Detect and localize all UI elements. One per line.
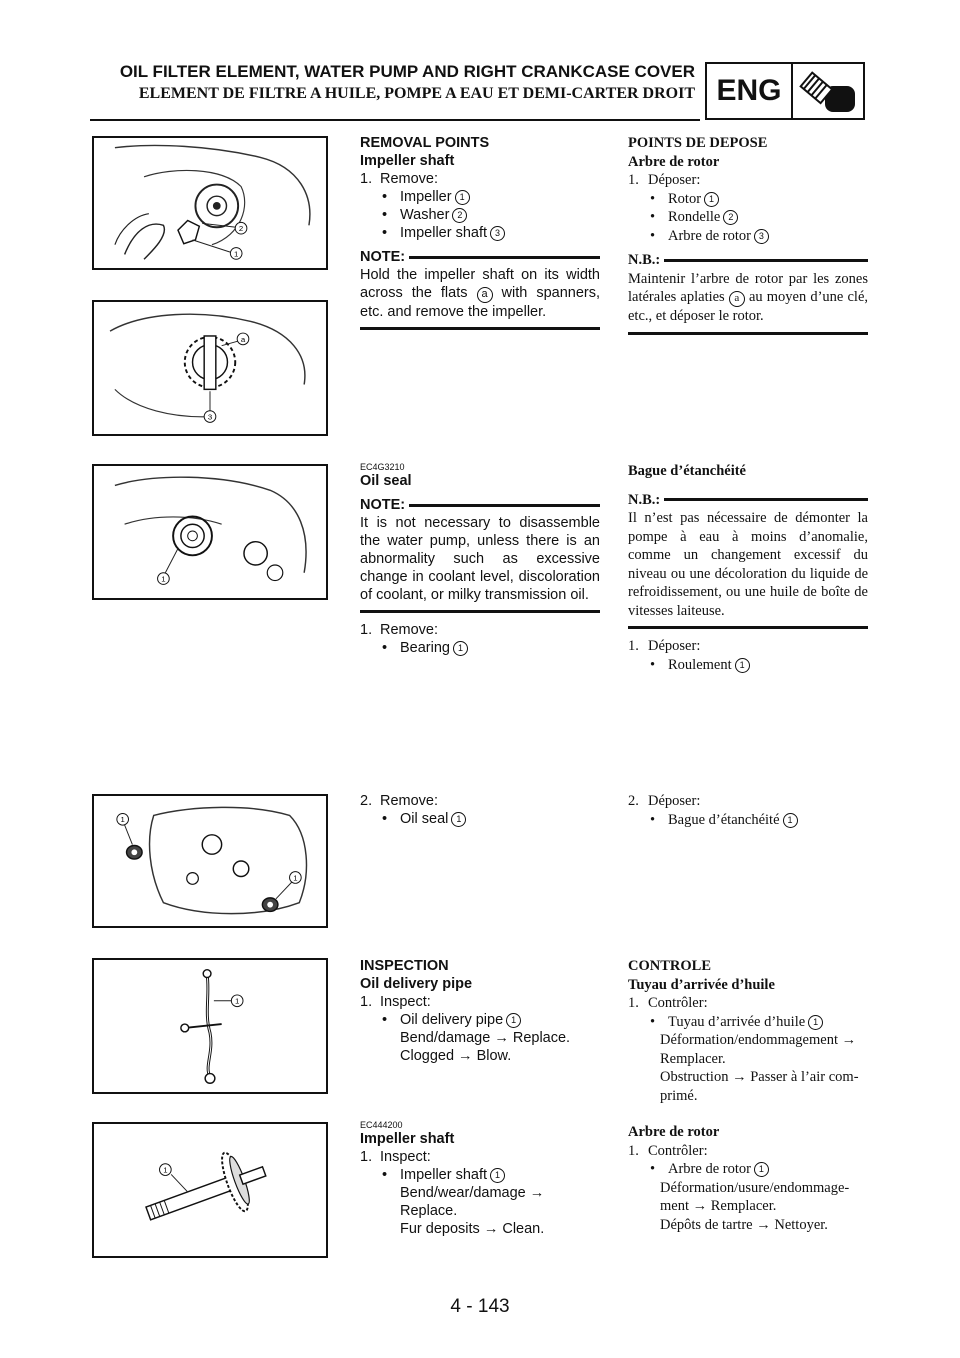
result-line: Replace.: [400, 1203, 458, 1219]
step-label: Déposer:: [648, 793, 701, 809]
step-num: 2.: [628, 793, 639, 809]
step-num: 1.: [628, 638, 639, 654]
callout-1b: 1: [293, 873, 298, 883]
bullet: •: [650, 1161, 656, 1177]
step-label: Inspect:: [380, 1149, 431, 1165]
note-end-rule: [628, 626, 868, 629]
bearing-illustration: [94, 466, 326, 598]
oil-seal-illustration: [94, 796, 326, 926]
bullet: •: [650, 1013, 656, 1030]
step-label: Inspect:: [380, 994, 431, 1010]
item-text: Oil seal: [400, 811, 449, 827]
note-end-rule: [360, 610, 600, 613]
s5-en-sub: Impeller shaft: [360, 1131, 455, 1147]
bullet: •: [382, 1167, 388, 1183]
impeller-illustration: [94, 138, 326, 268]
callout-mark: 1: [451, 812, 466, 827]
callout-3: 3: [207, 412, 213, 422]
callout-mark: 1: [754, 1162, 769, 1177]
note-header: [628, 251, 868, 270]
callout-mark: 1: [455, 190, 470, 205]
s1-en-heading: REMOVAL POINTS: [360, 135, 490, 151]
s4-fr-heading: CONTROLE: [628, 958, 711, 974]
step-label: Remove:: [380, 793, 439, 809]
section-badge: [705, 62, 865, 120]
note-label: NOTE:: [360, 497, 406, 513]
s5-fr-sub: Arbre de rotor: [628, 1124, 720, 1140]
figure-bearing: [92, 464, 328, 600]
note-header: [360, 248, 600, 266]
step-num: 1.: [360, 1149, 373, 1165]
bullet: •: [382, 225, 388, 241]
note-label: N.B.:: [628, 252, 661, 268]
callout-1: 1: [163, 1165, 168, 1175]
item-text: Bearing: [400, 640, 450, 656]
result-line: Remplacer.: [660, 1050, 726, 1067]
callout-mark: 2: [452, 208, 467, 223]
note-text-b: with spanners, etc. and remove the impeller.: [360, 285, 600, 320]
figure-oil-seal: [92, 794, 328, 928]
figure-oil-delivery-pipe: [92, 958, 328, 1094]
note-label: N.B.:: [628, 491, 661, 508]
bullet: •: [382, 811, 388, 827]
step-label: Remove:: [380, 171, 439, 187]
s1-en-note: [360, 266, 600, 321]
note-end-rule: [360, 327, 600, 330]
step-label: Contrôler:: [648, 995, 708, 1011]
callout-mark: 3: [490, 226, 505, 241]
result-line: Bend/wear/damage →: [400, 1185, 545, 1201]
item-text: Arbre de rotor: [668, 227, 751, 244]
bullet: •: [382, 207, 388, 223]
item-text: Impeller: [400, 189, 452, 205]
s1-fr-heading: POINTS DE DEPOSE: [628, 135, 768, 151]
item-text: Arbre de rotor: [668, 1161, 751, 1177]
callout-mark: 1: [453, 641, 468, 656]
step-num: 1.: [360, 622, 373, 638]
s1-en: [360, 134, 600, 330]
badge-label: ENG: [707, 64, 793, 118]
header-title-fr: ELEMENT DE FILTRE A HUILE, POMPE A EAU ET DEMI-CARTER DROIT: [138, 85, 695, 102]
s5-fr: [628, 1123, 868, 1234]
s2-fr-heading: Bague d’étanchéité: [628, 463, 746, 479]
result-line: ment → Remplacer.: [660, 1198, 777, 1214]
item-text: Rondelle: [668, 209, 721, 225]
section-code: EC4G3210: [360, 462, 405, 472]
item-text: Impeller shaft: [400, 225, 488, 241]
result-line: Déformation/endommagement →: [660, 1032, 857, 1048]
item-text: Washer: [400, 207, 450, 223]
item-text: Roulement: [668, 656, 732, 673]
figure-impeller-removal: [92, 136, 328, 270]
step-num: 1.: [628, 172, 639, 188]
callout-1: 1: [120, 815, 125, 825]
callout-1: 1: [234, 249, 239, 259]
callout-mark: 2: [723, 210, 738, 225]
bullet: •: [382, 640, 388, 656]
s4-en-sub: Oil delivery pipe: [360, 976, 473, 992]
note-label: NOTE:: [360, 249, 406, 265]
note-header: [628, 491, 868, 510]
page-number: 4 - 143: [450, 1296, 510, 1317]
step-num: 1.: [628, 995, 639, 1011]
figure-impeller-shaft-inspect: [92, 1122, 328, 1258]
s1-fr-sub: Arbre de rotor: [628, 153, 720, 170]
callout-mark: 1: [704, 192, 719, 207]
s1-fr-note: [628, 270, 868, 326]
s1-fr: [628, 134, 868, 335]
result-line: Obstruction → Passer à l’air com-: [660, 1069, 859, 1085]
step-num: 2.: [360, 793, 373, 809]
s1-en-sub: Impeller shaft: [360, 153, 455, 169]
item-text: Rotor: [668, 190, 702, 207]
bullet: •: [650, 209, 656, 225]
step-label: Déposer:: [648, 172, 701, 188]
step-label: Remove:: [380, 622, 439, 638]
s3-en: [360, 792, 600, 828]
bullet: •: [650, 811, 656, 828]
callout-mark: 1: [783, 813, 798, 828]
result-line: primé.: [660, 1087, 698, 1104]
impeller-shaft-gear-illustration: [94, 1124, 326, 1256]
callout-mark-a: a: [477, 287, 493, 303]
item-text: Oil delivery pipe: [400, 1012, 504, 1028]
callout-1: 1: [235, 996, 240, 1006]
callout-mark: 1: [506, 1013, 521, 1028]
bullet: •: [650, 656, 656, 673]
s2-fr: [628, 462, 868, 674]
bullet: •: [382, 189, 388, 205]
callout-mark: 3: [754, 229, 769, 244]
result-line: Clogged → Blow.: [400, 1048, 512, 1064]
callout-1: 1: [161, 574, 166, 584]
step-num: 1.: [360, 994, 373, 1010]
figure-impeller-shaft-flats: [92, 300, 328, 436]
step-label: Contrôler:: [648, 1142, 708, 1159]
oil-delivery-pipe-illustration: [94, 960, 326, 1092]
header-title-en: OIL FILTER ELEMENT, WATER PUMP AND RIGHT CRANKCASE COVER: [119, 62, 695, 81]
step-label: Déposer:: [648, 638, 701, 654]
note-end-rule: [628, 332, 868, 335]
s2-en-heading: Oil seal: [360, 473, 412, 489]
section-code: EC444200: [360, 1120, 403, 1130]
result-line: Fur deposits → Clean.: [400, 1221, 545, 1237]
wrench-icon: [793, 66, 863, 118]
result-line: Bend/damage → Replace.: [400, 1030, 571, 1046]
note-rule: [409, 504, 600, 507]
bullet: •: [382, 1012, 388, 1028]
note-text-b: au moyen d’une clé, etc., et déposer le rotor.: [628, 289, 869, 324]
callout-2: 2: [238, 224, 244, 234]
s3-fr: [628, 792, 868, 829]
s4-en: [360, 957, 600, 1065]
note-header: [360, 496, 600, 514]
note-rule: [664, 498, 868, 501]
s2-fr-note: Il n’est pas nécessaire de démonter la pompe à eau à moins d’anomalie, comme un changement excessif du niveau ou une décoloration du liquide de refroidissement, ou une huile de boîte de vitesses laiteuse.: [628, 510, 868, 619]
step-num: 1.: [628, 1142, 639, 1159]
note-text-a: Hold the impeller shaft on its width across the flats: [360, 267, 600, 301]
callout-a: a: [240, 334, 246, 344]
item-text: Bague d’étanchéité: [668, 811, 780, 828]
callout-mark: 1: [735, 658, 750, 673]
bullet: •: [650, 227, 656, 244]
note-rule: [409, 256, 600, 259]
step-num: 1.: [360, 171, 373, 187]
bullet: •: [650, 190, 656, 207]
result-line: Déformation/usure/endommage-: [660, 1179, 850, 1196]
callout-mark-a: a: [729, 291, 745, 307]
s5-en: [360, 1120, 600, 1238]
callout-mark: 1: [808, 1015, 823, 1030]
result-line: Dépôts de tartre → Nettoyer.: [660, 1216, 828, 1233]
item-text: Impeller shaft: [400, 1167, 488, 1183]
note-text-a: Maintenir l’arbre de rotor par les zones latérales aplaties: [628, 270, 868, 305]
callout-mark: 1: [490, 1168, 505, 1183]
item-text: Tuyau d’arrivée d’huile: [668, 1013, 806, 1030]
s4-fr: [628, 957, 868, 1105]
s4-en-heading: INSPECTION: [360, 958, 449, 974]
s2-en: [360, 462, 600, 657]
s4-fr-sub: Tuyau d’arrivée d’huile: [628, 976, 775, 993]
note-rule: [664, 259, 868, 262]
impeller-shaft-illustration: [94, 302, 326, 434]
header-rule: [90, 119, 700, 121]
s2-en-note: It is not necessary to disassemble the water pump, unless there is an abnormality such as excessive change in coolant level, discoloration of coolant, or milky transmission oil.: [360, 515, 600, 603]
